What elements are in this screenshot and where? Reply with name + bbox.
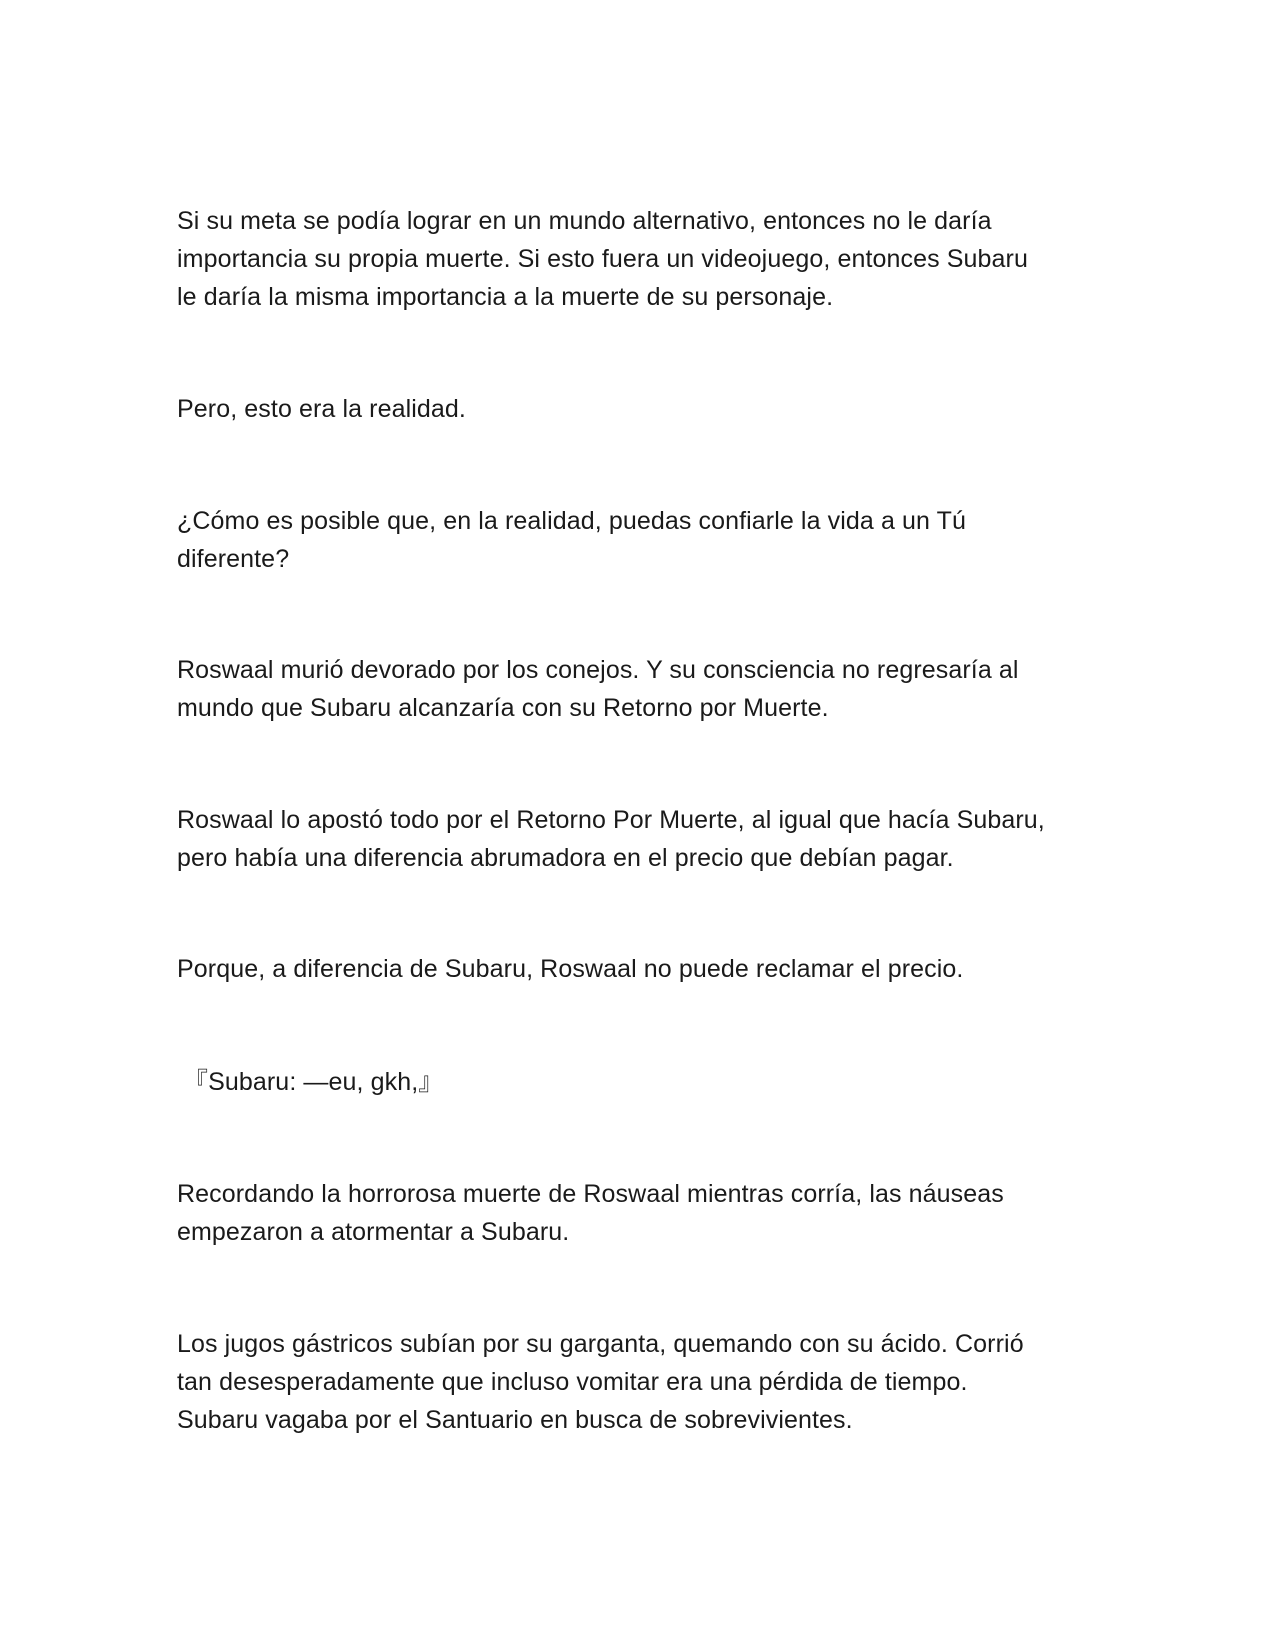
paragraph-4 xyxy=(177,651,1097,727)
paragraph-2 xyxy=(177,390,1097,428)
text-line: Subaru vagaba por el Santuario en busca de sobrevivientes. xyxy=(177,1406,853,1434)
paragraph-dialogue xyxy=(183,1063,1103,1101)
text-line: pero había una diferencia abrumadora en el precio que debían pagar. xyxy=(177,844,954,872)
text-line: Pero, esto era la realidad. xyxy=(177,395,466,423)
dialogue-line: 『Subaru: —eu, gkh,』 xyxy=(183,1068,444,1096)
text-line: Recordando la horrorosa muerte de Roswaal mientras corría, las náuseas xyxy=(177,1180,1004,1208)
paragraph-5 xyxy=(177,801,1097,877)
paragraph-1 xyxy=(177,202,1097,316)
text-line: Roswaal lo apostó todo por el Retorno Por Muerte, al igual que hacía Subaru, xyxy=(177,806,1045,834)
paragraph-6 xyxy=(177,950,1097,988)
paragraph-8 xyxy=(177,1175,1097,1251)
text-line: le daría la misma importancia a la muerte de su personaje. xyxy=(177,283,834,311)
text-line: Los jugos gástricos subían por su garganta, quemando con su ácido. Corrió xyxy=(177,1330,1024,1358)
text-line: Roswaal murió devorado por los conejos. Y su consciencia no regresaría al xyxy=(177,656,1019,684)
text-line: diferente? xyxy=(177,545,290,573)
text-line: ¿Cómo es posible que, en la realidad, puedas confiarle la vida a un Tú xyxy=(177,507,966,535)
text-line: Si su meta se podía lograr en un mundo alternativo, entonces no le daría xyxy=(177,207,992,235)
paragraph-3 xyxy=(177,502,1097,578)
text-line: mundo que Subaru alcanzaría con su Retorno por Muerte. xyxy=(177,694,829,722)
text-line: Porque, a diferencia de Subaru, Roswaal no puede reclamar el precio. xyxy=(177,955,964,983)
paragraph-9 xyxy=(177,1325,1097,1439)
text-line: importancia su propia muerte. Si esto fuera un videojuego, entonces Subaru xyxy=(177,245,1028,273)
text-line: tan desesperadamente que incluso vomitar era una pérdida de tiempo. xyxy=(177,1368,968,1396)
text-line: empezaron a atormentar a Subaru. xyxy=(177,1218,570,1246)
